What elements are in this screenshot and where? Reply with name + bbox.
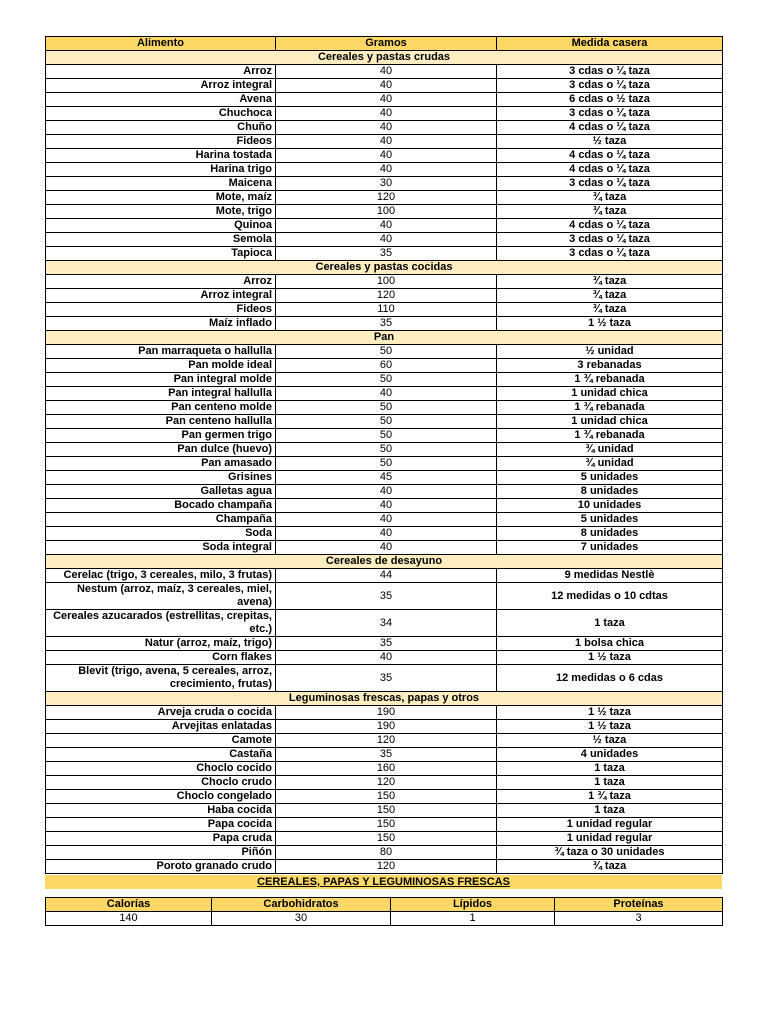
food-name-cell: Bocado champaña bbox=[46, 499, 276, 513]
grams-cell: 35 bbox=[276, 583, 497, 610]
food-name-cell: Pan centeno molde bbox=[46, 401, 276, 415]
measure-cell: 9 medidas Nestlè bbox=[497, 569, 723, 583]
table-row bbox=[46, 832, 723, 846]
table-row bbox=[46, 149, 723, 163]
summary-value-proteins: 3 bbox=[555, 912, 723, 926]
food-name-cell: Arroz integral bbox=[46, 289, 276, 303]
grams-cell: 35 bbox=[276, 665, 497, 692]
measure-cell: 1 unidad chica bbox=[497, 415, 723, 429]
food-name-cell: Harina trigo bbox=[46, 163, 276, 177]
summary-values-row bbox=[46, 912, 723, 926]
grams-cell: 150 bbox=[276, 818, 497, 832]
food-name-cell: Maicena bbox=[46, 177, 276, 191]
food-name-cell: Castaña bbox=[46, 748, 276, 762]
table-row bbox=[46, 720, 723, 734]
food-name-cell: Tapioca bbox=[46, 247, 276, 261]
measure-cell: ½ taza bbox=[497, 734, 723, 748]
measure-cell: 1 taza bbox=[497, 776, 723, 790]
grams-cell: 40 bbox=[276, 93, 497, 107]
food-name-cell: Soda bbox=[46, 527, 276, 541]
grams-cell: 34 bbox=[276, 610, 497, 637]
measure-cell: 4 cdas o ¼ taza bbox=[497, 219, 723, 233]
summary-header-calories: Calorías bbox=[46, 898, 212, 912]
measure-cell: 1 ½ taza bbox=[497, 651, 723, 665]
measure-cell: 3 cdas o ¼ taza bbox=[497, 65, 723, 79]
food-name-cell: Nestum (arroz, maíz, 3 cereales, miel, avena) bbox=[46, 583, 276, 610]
food-name-cell: Chuchoca bbox=[46, 107, 276, 121]
measure-cell: 1 ½ taza bbox=[497, 317, 723, 331]
food-name-cell: Quinoa bbox=[46, 219, 276, 233]
grams-cell: 120 bbox=[276, 191, 497, 205]
table-row bbox=[46, 541, 723, 555]
food-name-cell: Chuño bbox=[46, 121, 276, 135]
measure-cell: 8 unidades bbox=[497, 485, 723, 499]
grams-cell: 50 bbox=[276, 373, 497, 387]
food-name-cell: Papa cocida bbox=[46, 818, 276, 832]
food-name-cell: Cereales azucarados (estrellitas, crepitas, etc.) bbox=[46, 610, 276, 637]
measure-cell: 1 ¾ rebanada bbox=[497, 401, 723, 415]
section-row bbox=[46, 555, 723, 569]
grams-cell: 40 bbox=[276, 121, 497, 135]
food-name-cell: Maíz inflado bbox=[46, 317, 276, 331]
table-row bbox=[46, 93, 723, 107]
table-row bbox=[46, 651, 723, 665]
header-measure: Medida casera bbox=[497, 37, 723, 51]
header-food: Alimento bbox=[46, 37, 276, 51]
table-row bbox=[46, 373, 723, 387]
grams-cell: 80 bbox=[276, 846, 497, 860]
table-row bbox=[46, 317, 723, 331]
measure-cell: ¾ taza o 30 unidades bbox=[497, 846, 723, 860]
table-row bbox=[46, 734, 723, 748]
grams-cell: 40 bbox=[276, 651, 497, 665]
grams-cell: 50 bbox=[276, 401, 497, 415]
table-row bbox=[46, 471, 723, 485]
summary-header-proteins: Proteínas bbox=[555, 898, 723, 912]
food-name-cell: Pan integral hallulla bbox=[46, 387, 276, 401]
grams-cell: 50 bbox=[276, 443, 497, 457]
measure-cell: 3 rebanadas bbox=[497, 359, 723, 373]
measure-cell: 3 cdas o ¼ taza bbox=[497, 233, 723, 247]
grams-cell: 40 bbox=[276, 65, 497, 79]
summary-value-lipids: 1 bbox=[391, 912, 555, 926]
section-title: Leguminosas frescas, papas y otros bbox=[46, 692, 723, 706]
measure-cell: 6 cdas o ½ taza bbox=[497, 93, 723, 107]
exchange-sheet bbox=[45, 36, 722, 926]
grams-cell: 150 bbox=[276, 790, 497, 804]
table-row bbox=[46, 485, 723, 499]
table-row bbox=[46, 345, 723, 359]
food-name-cell: Fideos bbox=[46, 303, 276, 317]
table-row bbox=[46, 637, 723, 651]
measure-cell: ¾ taza bbox=[497, 860, 723, 874]
section-row bbox=[46, 692, 723, 706]
table-row bbox=[46, 457, 723, 471]
table-row bbox=[46, 583, 723, 610]
grams-cell: 100 bbox=[276, 205, 497, 219]
table-row bbox=[46, 121, 723, 135]
measure-cell: ¾ unidad bbox=[497, 457, 723, 471]
measure-cell: ¾ taza bbox=[497, 191, 723, 205]
section-row bbox=[46, 51, 723, 65]
section-title: Cereales y pastas cocidas bbox=[46, 261, 723, 275]
grams-cell: 40 bbox=[276, 527, 497, 541]
measure-cell: 1 ¾ rebanada bbox=[497, 373, 723, 387]
grams-cell: 44 bbox=[276, 569, 497, 583]
measure-cell: 4 cdas o ¼ taza bbox=[497, 163, 723, 177]
table-row bbox=[46, 247, 723, 261]
summary-title: CEREALES, PAPAS Y LEGUMINOSAS FRESCAS bbox=[45, 875, 722, 889]
grams-cell: 40 bbox=[276, 135, 497, 149]
grams-cell: 100 bbox=[276, 275, 497, 289]
food-name-cell: Harina tostada bbox=[46, 149, 276, 163]
table-row bbox=[46, 665, 723, 692]
grams-cell: 50 bbox=[276, 429, 497, 443]
table-row bbox=[46, 776, 723, 790]
table-row bbox=[46, 748, 723, 762]
food-name-cell: Avena bbox=[46, 93, 276, 107]
food-name-cell: Pan molde ideal bbox=[46, 359, 276, 373]
measure-cell: 1 taza bbox=[497, 610, 723, 637]
food-name-cell: Semola bbox=[46, 233, 276, 247]
table-row bbox=[46, 527, 723, 541]
food-name-cell: Pan centeno hallulla bbox=[46, 415, 276, 429]
food-name-cell: Mote, maíz bbox=[46, 191, 276, 205]
summary-header-carbs: Carbohidratos bbox=[212, 898, 391, 912]
measure-cell: 3 cdas o ¼ taza bbox=[497, 107, 723, 121]
food-name-cell: Pan integral molde bbox=[46, 373, 276, 387]
grams-cell: 35 bbox=[276, 247, 497, 261]
measure-cell: 1 ½ taza bbox=[497, 720, 723, 734]
food-name-cell: Pan amasado bbox=[46, 457, 276, 471]
grams-cell: 120 bbox=[276, 860, 497, 874]
measure-cell: ½ taza bbox=[497, 135, 723, 149]
table-row bbox=[46, 219, 723, 233]
grams-cell: 40 bbox=[276, 219, 497, 233]
food-name-cell: Arroz bbox=[46, 65, 276, 79]
table-row bbox=[46, 429, 723, 443]
grams-cell: 160 bbox=[276, 762, 497, 776]
food-name-cell: Mote, trigo bbox=[46, 205, 276, 219]
table-row bbox=[46, 65, 723, 79]
table-row bbox=[46, 163, 723, 177]
table-row bbox=[46, 610, 723, 637]
food-name-cell: Papa cruda bbox=[46, 832, 276, 846]
measure-cell: 1 ¾ rebanada bbox=[497, 429, 723, 443]
grams-cell: 40 bbox=[276, 499, 497, 513]
summary-value-carbs: 30 bbox=[212, 912, 391, 926]
measure-cell: 5 unidades bbox=[497, 513, 723, 527]
food-name-cell: Fideos bbox=[46, 135, 276, 149]
table-row bbox=[46, 804, 723, 818]
section-title: Pan bbox=[46, 331, 723, 345]
food-name-cell: Natur (arroz, maíz, trigo) bbox=[46, 637, 276, 651]
food-name-cell: Piñón bbox=[46, 846, 276, 860]
measure-cell: 4 unidades bbox=[497, 748, 723, 762]
grams-cell: 40 bbox=[276, 233, 497, 247]
measure-cell: 1 ¾ taza bbox=[497, 790, 723, 804]
table-row bbox=[46, 275, 723, 289]
food-name-cell: Champaña bbox=[46, 513, 276, 527]
measure-cell: 3 cdas o ¼ taza bbox=[497, 177, 723, 191]
grams-cell: 35 bbox=[276, 748, 497, 762]
measure-cell: 4 cdas o ¼ taza bbox=[497, 121, 723, 135]
table-row bbox=[46, 177, 723, 191]
measure-cell: 3 cdas o ¼ taza bbox=[497, 247, 723, 261]
measure-cell: ¾ unidad bbox=[497, 443, 723, 457]
food-table bbox=[45, 36, 723, 874]
food-name-cell: Pan dulce (huevo) bbox=[46, 443, 276, 457]
food-table-body bbox=[46, 51, 723, 874]
food-name-cell: Arroz bbox=[46, 275, 276, 289]
measure-cell: 5 unidades bbox=[497, 471, 723, 485]
measure-cell: ½ unidad bbox=[497, 345, 723, 359]
table-header-row bbox=[46, 37, 723, 51]
table-row bbox=[46, 443, 723, 457]
food-name-cell: Arveja cruda o cocida bbox=[46, 706, 276, 720]
grams-cell: 110 bbox=[276, 303, 497, 317]
measure-cell: 1 ½ taza bbox=[497, 706, 723, 720]
section-title: Cereales y pastas crudas bbox=[46, 51, 723, 65]
table-row bbox=[46, 513, 723, 527]
food-name-cell: Pan germen trigo bbox=[46, 429, 276, 443]
grams-cell: 40 bbox=[276, 107, 497, 121]
grams-cell: 40 bbox=[276, 79, 497, 93]
grams-cell: 30 bbox=[276, 177, 497, 191]
table-row bbox=[46, 359, 723, 373]
food-name-cell: Choclo congelado bbox=[46, 790, 276, 804]
measure-cell: 12 medidas o 10 cdtas bbox=[497, 583, 723, 610]
table-row bbox=[46, 79, 723, 93]
table-row bbox=[46, 499, 723, 513]
grams-cell: 40 bbox=[276, 485, 497, 499]
measure-cell: 1 taza bbox=[497, 762, 723, 776]
table-row bbox=[46, 233, 723, 247]
grams-cell: 190 bbox=[276, 706, 497, 720]
grams-cell: 40 bbox=[276, 541, 497, 555]
measure-cell: 1 unidad regular bbox=[497, 832, 723, 846]
summary-header-row bbox=[46, 898, 723, 912]
food-name-cell: Poroto granado crudo bbox=[46, 860, 276, 874]
measure-cell: ¾ taza bbox=[497, 303, 723, 317]
food-name-cell: Arroz integral bbox=[46, 79, 276, 93]
grams-cell: 45 bbox=[276, 471, 497, 485]
summary-header-lipids: Lípidos bbox=[391, 898, 555, 912]
grams-cell: 40 bbox=[276, 163, 497, 177]
table-row bbox=[46, 303, 723, 317]
food-name-cell: Arvejitas enlatadas bbox=[46, 720, 276, 734]
measure-cell: 1 taza bbox=[497, 804, 723, 818]
measure-cell: 1 bolsa chica bbox=[497, 637, 723, 651]
grams-cell: 190 bbox=[276, 720, 497, 734]
section-row bbox=[46, 261, 723, 275]
table-row bbox=[46, 846, 723, 860]
grams-cell: 120 bbox=[276, 734, 497, 748]
food-name-cell: Choclo cocido bbox=[46, 762, 276, 776]
measure-cell: 4 cdas o ¼ taza bbox=[497, 149, 723, 163]
measure-cell: 1 unidad regular bbox=[497, 818, 723, 832]
section-title: Cereales de desayuno bbox=[46, 555, 723, 569]
food-name-cell: Soda integral bbox=[46, 541, 276, 555]
measure-cell: 12 medidas o 6 cdas bbox=[497, 665, 723, 692]
food-name-cell: Grisines bbox=[46, 471, 276, 485]
grams-cell: 40 bbox=[276, 149, 497, 163]
grams-cell: 50 bbox=[276, 457, 497, 471]
header-grams: Gramos bbox=[276, 37, 497, 51]
section-row bbox=[46, 331, 723, 345]
summary-value-calories: 140 bbox=[46, 912, 212, 926]
grams-cell: 150 bbox=[276, 804, 497, 818]
measure-cell: ¾ taza bbox=[497, 275, 723, 289]
grams-cell: 40 bbox=[276, 387, 497, 401]
table-row bbox=[46, 107, 723, 121]
food-name-cell: Galletas agua bbox=[46, 485, 276, 499]
measure-cell: ¾ taza bbox=[497, 205, 723, 219]
food-name-cell: Pan marraqueta o hallulla bbox=[46, 345, 276, 359]
measure-cell: 7 unidades bbox=[497, 541, 723, 555]
table-row bbox=[46, 415, 723, 429]
grams-cell: 120 bbox=[276, 776, 497, 790]
grams-cell: 40 bbox=[276, 513, 497, 527]
table-row bbox=[46, 569, 723, 583]
grams-cell: 50 bbox=[276, 415, 497, 429]
table-row bbox=[46, 289, 723, 303]
food-name-cell: Corn flakes bbox=[46, 651, 276, 665]
measure-cell: 1 unidad chica bbox=[497, 387, 723, 401]
grams-cell: 60 bbox=[276, 359, 497, 373]
food-name-cell: Choclo crudo bbox=[46, 776, 276, 790]
table-row bbox=[46, 818, 723, 832]
food-name-cell: Camote bbox=[46, 734, 276, 748]
grams-cell: 150 bbox=[276, 832, 497, 846]
table-row bbox=[46, 205, 723, 219]
measure-cell: ¾ taza bbox=[497, 289, 723, 303]
measure-cell: 8 unidades bbox=[497, 527, 723, 541]
grams-cell: 120 bbox=[276, 289, 497, 303]
table-row bbox=[46, 135, 723, 149]
measure-cell: 10 unidades bbox=[497, 499, 723, 513]
food-name-cell: Haba cocida bbox=[46, 804, 276, 818]
food-name-cell: Cerelac (trigo, 3 cereales, milo, 3 frutas) bbox=[46, 569, 276, 583]
table-row bbox=[46, 706, 723, 720]
grams-cell: 35 bbox=[276, 637, 497, 651]
table-row bbox=[46, 790, 723, 804]
grams-cell: 50 bbox=[276, 345, 497, 359]
table-row bbox=[46, 762, 723, 776]
table-row bbox=[46, 387, 723, 401]
measure-cell: 3 cdas o ¼ taza bbox=[497, 79, 723, 93]
table-row bbox=[46, 401, 723, 415]
table-row bbox=[46, 191, 723, 205]
summary-table bbox=[45, 897, 723, 926]
table-row bbox=[46, 860, 723, 874]
food-name-cell: Blevit (trigo, avena, 5 cereales, arroz, crecimiento, frutas) bbox=[46, 665, 276, 692]
grams-cell: 35 bbox=[276, 317, 497, 331]
